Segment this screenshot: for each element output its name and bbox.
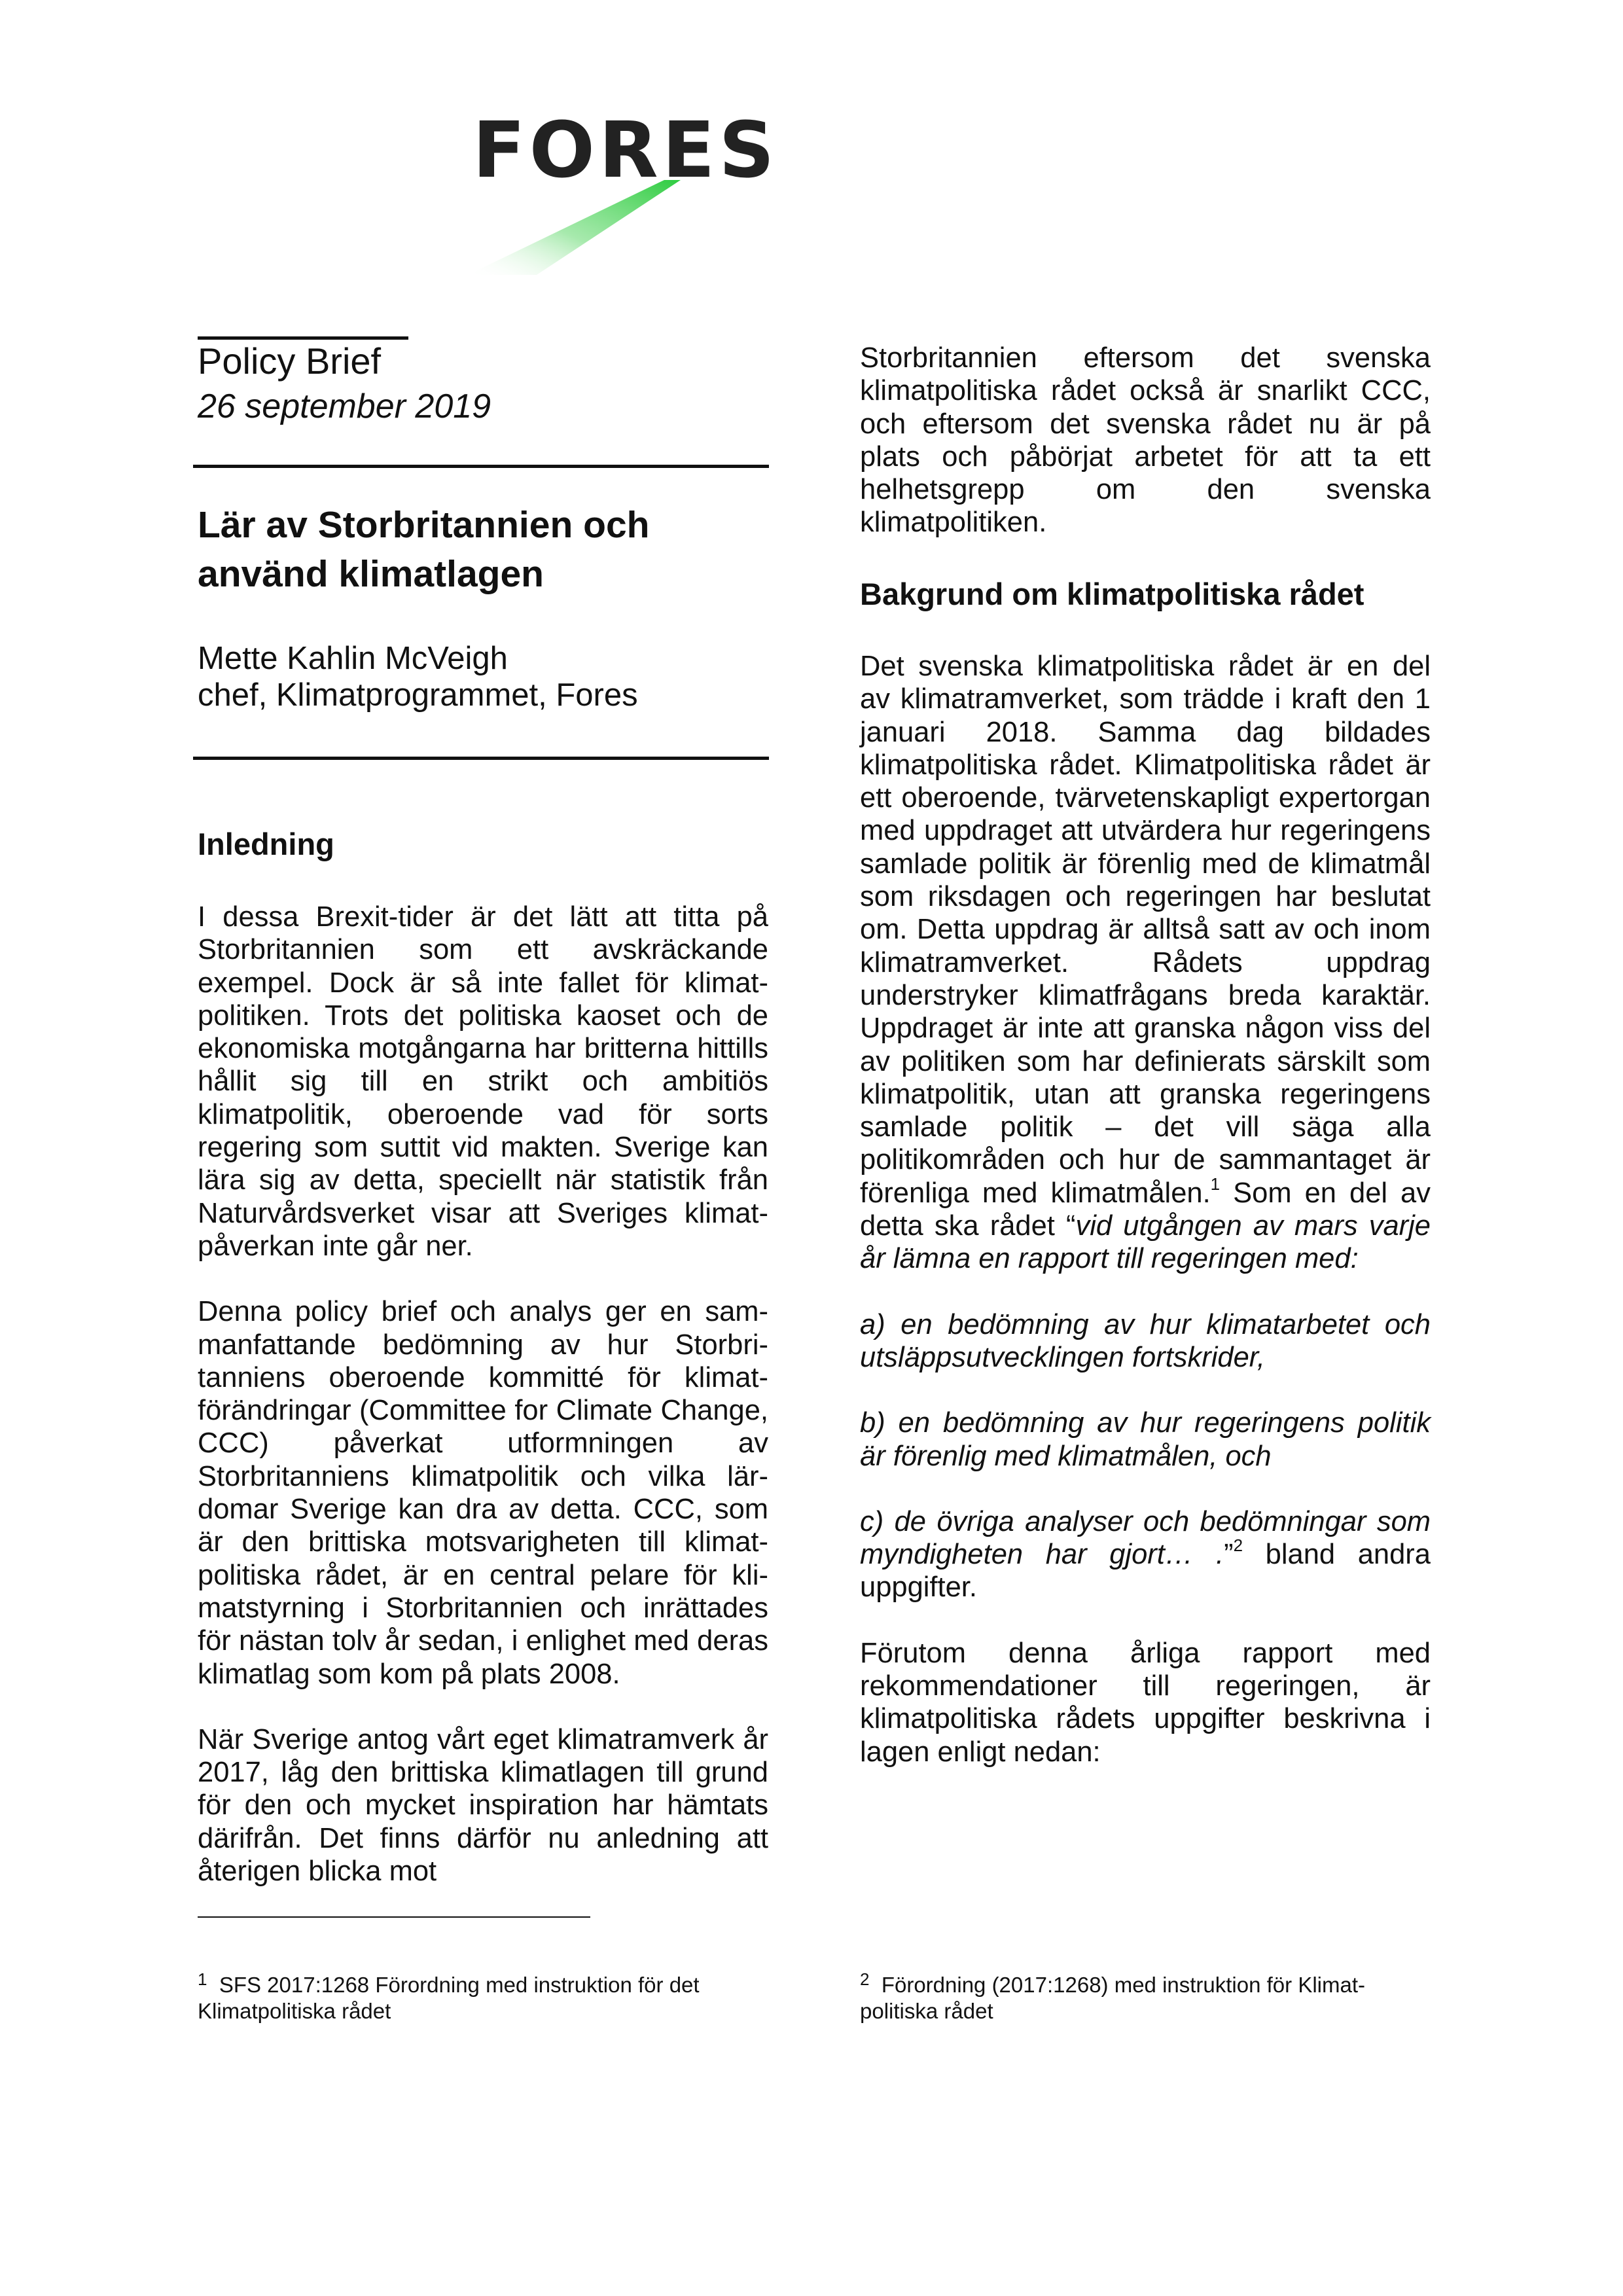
section-heading-inledning: Inledning bbox=[198, 827, 334, 861]
footnote-ref: 2 bbox=[1233, 1535, 1243, 1556]
paragraph: Storbritannien eftersom det svenska klimatpolitiska rådet också är snarlikt CCC, och eftersom det svenska rådet nu är på plats och påbörjat arbetet för att ta ett helhetsgrepp om den svenska klimatpolitiken. bbox=[860, 342, 1431, 539]
page-title bbox=[198, 501, 780, 599]
fores-logo bbox=[458, 98, 798, 295]
paragraph: När Sverige antog vårt eget klimatramverk år 2017, låg den brittiska klimatlagen till grund för den och mycket inspiration har hämtats därifrån. Det finns därför nu anledning att återigen blicka mot bbox=[198, 1723, 768, 1888]
paragraph-text: bland andra uppgifter. bbox=[860, 1539, 1431, 1604]
author-block bbox=[198, 640, 787, 713]
document-date: 26 september 2019 bbox=[198, 387, 491, 425]
paragraph-text: Som en del av detta ska rådet “ bbox=[860, 1177, 1431, 1242]
paragraph: Förutom denna årliga rapport med rekommendationer till regeringen, är klimatpolitiska rådets uppgifter beskrivna i lagen enligt nedan: bbox=[860, 1637, 1431, 1768]
footnote-separator bbox=[198, 1916, 590, 1918]
footnote-ref: 1 bbox=[1210, 1174, 1221, 1194]
footnote-text: SFS 2017:1268 Förordning med instruktion för det Klimatpolitiska rådet bbox=[198, 1973, 700, 2023]
list-item bbox=[860, 1505, 1431, 1604]
paragraph-text: Det svenska klimatpolitiska rådet är en del av klimatramverket, som trädde i kraft den 1 januari 2018. Samma dag bildades klimatpolitiska rådet. Klimatpolitiska rådet är ett oberoende, tvärvetenskapligt expertorgan med uppdraget att utvärdera hur regeringens samlade politik är förenlig med de klimatmål som riksdagen och regeringen har beslutat om. Detta uppdrag är alltså satt av och inom klimatramverket. Rådets uppdrag understryker klimatfrågans breda karaktär. Uppdraget är inte att granska någon viss del av politiken som har definierats särskilt som klimatpolitik, utan att granska regeringens samlade politik – det vill säga alla politikområden och hur de sammantaget är förenliga med klimatmålen. bbox=[860, 651, 1431, 1209]
paragraph bbox=[860, 650, 1431, 1276]
header-top-rule bbox=[198, 336, 408, 340]
paragraph: I dessa Brexit-tider är det lätt att titta på Storbritannien som ett avskräckande exempel. Dock är så inte fallet för klimatpolitiken. Trots det politiska kaoset och de ekonomiska motgångarna har britterna hittills hållit sig till en strikt och ambitiös klimatpolitik, oberoende vad för sorts regering som suttit vid makten. Sverige kan lära sig av detta, speciellt när statistik från Naturvårdsverket visar att Sveriges klimatpåverkan inte går ner. bbox=[198, 901, 768, 1262]
author-role: chef, Klimatprogrammet, Fores bbox=[198, 677, 638, 713]
right-column-continuation bbox=[860, 342, 1431, 539]
header-divider-rule bbox=[193, 465, 769, 468]
footnote-1 bbox=[198, 1969, 760, 2024]
paragraph: Denna policy brief och analys ger en sammanfattande bedömning av hur Storbritanniens oberoende kommitté för klimatförändringar (Committee for Climate Change, CCC) påverkat utformningen av Storbritanniens klimatpolitik och vilka lärdomar Sverige kan dra av detta. CCC, som är den brittiska motsvarigheten till klimatpolitiska rådet, är en central pelare för klimatstyrning i Storbritannien och inrättades för nästan tolv år sedan, i enlighet med deras klimatlag som kom på plats 2008. bbox=[198, 1296, 768, 1690]
list-item: b) en bedömning av hur regeringens politik är förenlig med klimatmålen, och bbox=[860, 1407, 1431, 1472]
author-name: Mette Kahlin McVeigh bbox=[198, 641, 508, 676]
quote-text: c) de övriga analyser och bedömningar som myndigheten har gjort… . bbox=[860, 1505, 1431, 1571]
section-heading-bakgrund: Bakgrund om klimatpolitiska rådet bbox=[860, 577, 1364, 611]
title-line-1: Lär av Storbritannien och bbox=[198, 504, 650, 546]
quote-text: vid utgången av mars varje år lämna en rapport till regeringen med: bbox=[860, 1210, 1431, 1275]
document-type-label: Policy Brief bbox=[198, 340, 382, 382]
footnote-number: 2 bbox=[860, 1969, 870, 1989]
logo-wordmark: FORES bbox=[473, 105, 779, 195]
left-column-body bbox=[198, 901, 768, 1888]
quote-mark: ” bbox=[1224, 1539, 1234, 1571]
footnote-number: 1 bbox=[198, 1969, 207, 1989]
list-item: a) en bedömning av hur klimatarbetet och utsläppsutvecklingen fortskrider, bbox=[860, 1308, 1431, 1373]
title-line-2: använd klimatlagen bbox=[198, 553, 544, 595]
footnote-2 bbox=[860, 1969, 1436, 2024]
right-column-body bbox=[860, 650, 1431, 1768]
author-divider-rule bbox=[193, 757, 769, 760]
footnote-text: Förordning (2017:1268) med instruktion för Klimatpolitiska rådet bbox=[860, 1973, 1366, 2023]
